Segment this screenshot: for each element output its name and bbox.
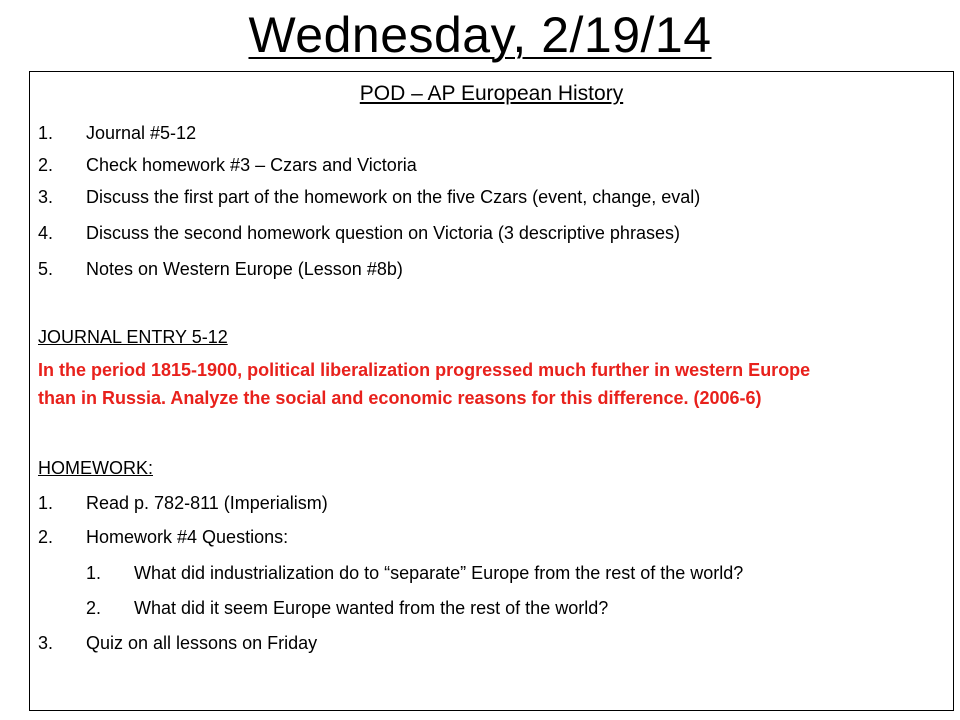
pod-item-text: Discuss the second homework question on Victoria (3 descriptive phrases) [86, 223, 680, 243]
pod-item-text: Notes on Western Europe (Lesson #8b) [86, 259, 403, 279]
homework-item-number: 3. [38, 633, 54, 653]
pod-item-number: 2. [38, 155, 54, 175]
homework-item-text: Quiz on all lessons on Friday [86, 633, 318, 653]
homework-subitem-number: 2. [86, 598, 102, 618]
homework-subitem-text: What did industrialization do to “separate” Europe from the rest of the world? [134, 563, 744, 583]
pod-item-number: 4. [38, 223, 54, 243]
pod-item-number: 3. [38, 187, 54, 207]
homework-item-text: Homework #4 Questions: [86, 527, 289, 547]
pod-item-text: Journal #5-12 [86, 123, 197, 143]
homework-heading: HOMEWORK: [38, 458, 153, 478]
homework-item-number: 1. [38, 493, 54, 513]
pod-heading: POD – AP European History [359, 82, 624, 105]
homework-item-number: 2. [38, 527, 54, 547]
pod-item-text: Check homework #3 – Czars and Victoria [86, 155, 417, 175]
homework-item-text: Read p. 782-811 (Imperialism) [86, 493, 328, 513]
pod-item-number: 1. [38, 123, 54, 143]
pod-item-number: 5. [38, 259, 54, 279]
journal-prompt-line-1: In the period 1815-1900, political liberalization progressed much further in western Europe [38, 360, 811, 380]
journal-heading: JOURNAL ENTRY 5-12 [38, 327, 228, 347]
journal-prompt-line-2: than in Russia. Analyze the social and economic reasons for this difference. (2006-6) [38, 388, 762, 408]
pod-item-text: Discuss the first part of the homework on the five Czars (event, change, eval) [86, 187, 701, 207]
content-box [29, 71, 954, 711]
homework-subitem-text: What did it seem Europe wanted from the rest of the world? [134, 598, 609, 618]
slide-title: Wednesday, 2/19/14 [248, 7, 712, 63]
homework-subitem-number: 1. [86, 563, 102, 583]
